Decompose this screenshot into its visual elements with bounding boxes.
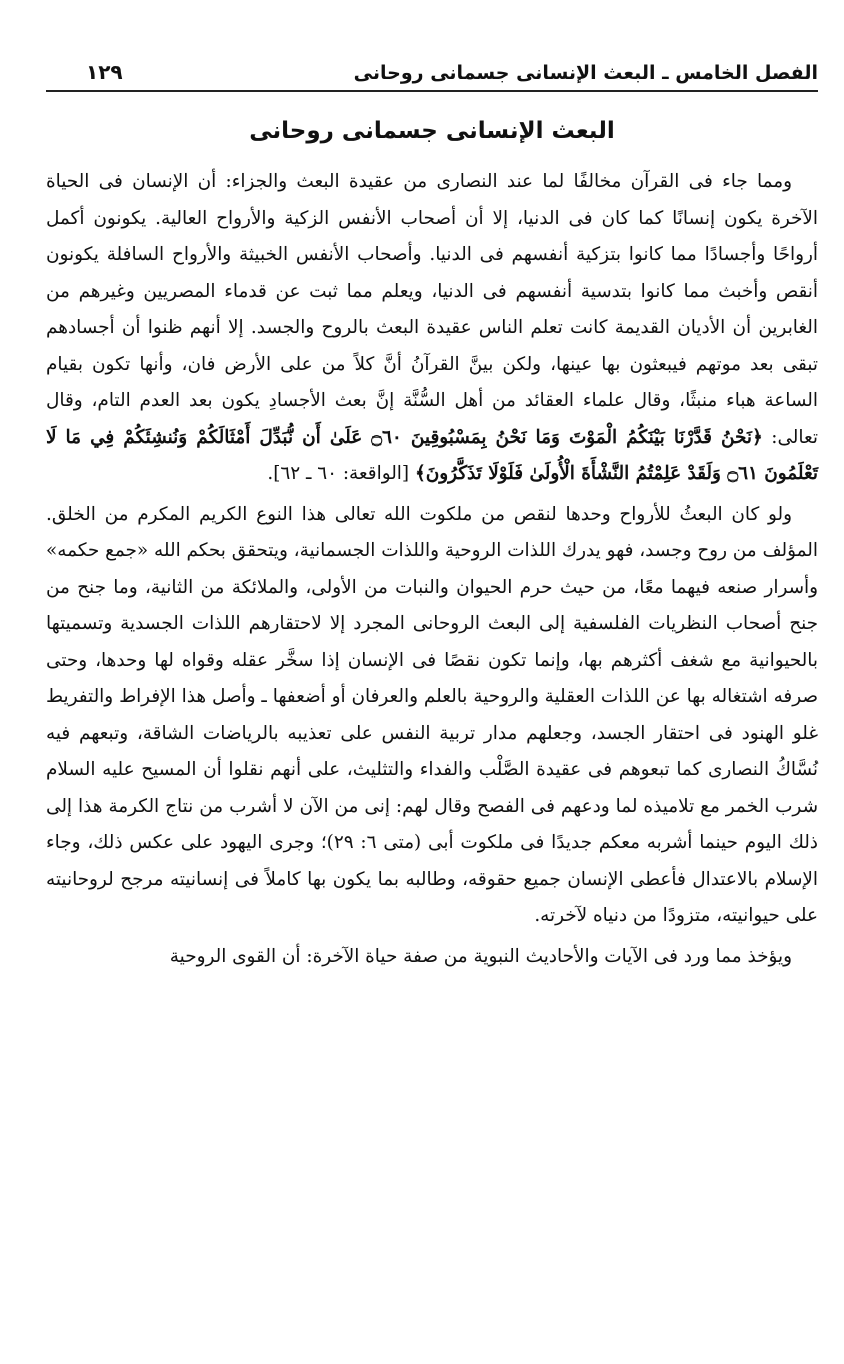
paragraph-1 — [46, 164, 818, 493]
paragraph-2: ولو كان البعثُ للأرواح وحدها لنقص من ملكوت الله تعالى هذا النوع الكريم المكرم من الخلق. المؤلف من روح وجسد، فهو يدرك اللذات الروحية واللذات الجسمانية، ويتحقق بحكم الله «جمع حكمه» وأسرار صنعه فيهما معًا، من حيث حرم الحيوان والنبات من الأولى، والملائكة من الثانية، وما جنح من جنح أصحاب النظريات الفلسفية إلى البعث الروحانى المجرد إلا لاحتقارهم اللذات الجسدية وتسميتها بالحيوانية مع شغف أكثرهم بها، وإنما تكون نقصًا فى الإنسان إذا سخَّر عقله وقواه لها وحدها، وحتى صرفه اشتغاله بها عن اللذات العقلية والروحية بالعلم والعرفان أو أضعفها ـ وأصل هذا الإفراط والتفريط غلو الهنود فى احتقار الجسد، وجعلهم مدار تربية النفس على تعذيبه بالرياضات الشاقة، وتبعهم فيه نُسَّاكُ النصارى كما تبعوهم فى عقيدة الصَّلْب والفداء والتثليث، على أنهم نقلوا أن المسيح عليه السلام شرب الخمر مع تلاميذه لما ودعهم فى الفصح وقال لهم: إنى من الآن لا أشرب من نتاج الكرمة هذا إلى ذلك اليوم حينما أشربه معكم جديدًا فى ملكوت أبى (متى ٦: ٢٩)؛ وجرى اليهود على عكس ذلك، وجاء الإسلام بالاعتدال فأعطى الإنسان جميع حقوقه، وطالبه بما يكون بها كاملاً فى إنسانيته مرجح لروحانيته على حيوانيته، متزودًا من دنياه لآخرته. — [46, 503, 818, 926]
verse-reference: [الواقعة: ٦٠ ـ ٦٢]. — [267, 463, 410, 484]
quran-verse: ﴿نَحْنُ قَدَّرْنَا بَيْنَكُمُ الْمَوْتَ وَمَا نَحْنُ بِمَسْبُوقِينَ ۝٦٠ عَلَىٰ أَن نُّبَدِّلَ أَمْثَالَكُمْ وَنُنشِئَكُمْ فِي مَا لَا تَعْلَمُونَ ۝٦١ وَلَقَدْ عَلِمْتُمُ النَّشْأَةَ الْأُولَىٰ فَلَوْلَا تَذَكَّرُونَ﴾ — [46, 426, 818, 484]
running-title: الفصل الخامس ـ البعث الإنسانى جسمانى روحانى — [353, 62, 818, 84]
paragraph-3: ويؤخذ مما ورد فى الآيات والأحاديث النبوية من صفة حياة الآخرة: أن القوى الروحية — [169, 945, 792, 967]
page-number: ١٢٩ — [86, 60, 123, 84]
paragraph-1-text: ومما جاء فى القرآن مخالفًا لما عند النصارى من عقيدة البعث والجزاء: أن الإنسان فى الحياة الآخرة يكون إنسانًا كما كان فى الدنيا، إلا أن أصحاب الأنفس الزكية والأرواح العالية. يكونون أكمل أرواحًا وأجسادًا مما كانوا بتزكية أنفسهم فى الدنيا. وأصحاب الأنفس الخبيثة والأرواح السافلة يكونون أنقص وأخبث مما كانوا بتدسية أنفسهم فى الدنيا، ويعلم مما ثبت عن قدماء المصريين وغيرهم من الغابرين أن الأديان القديمة كانت تعلم الناس عقيدة البعث بالروح والجسد. إلا أنهم ظنوا أن أجسادهم تبقى بعد موتهم فيبعثون بها عينها، ولكن بينَّ القرآنُ أنَّ كلاً من على الأرض فان، وأنها تكون بقيام الساعة هباء منبثًا، وقال علماء العقائد من أهل السُّنَّة إنَّ بعث الأجسادِ يكون بعد العدم التام، وقال تعالى: — [46, 171, 818, 448]
running-header — [46, 52, 818, 92]
section-title: البعث الإنسانى جسمانى روحانى — [249, 118, 615, 144]
book-page — [46, 52, 818, 1352]
